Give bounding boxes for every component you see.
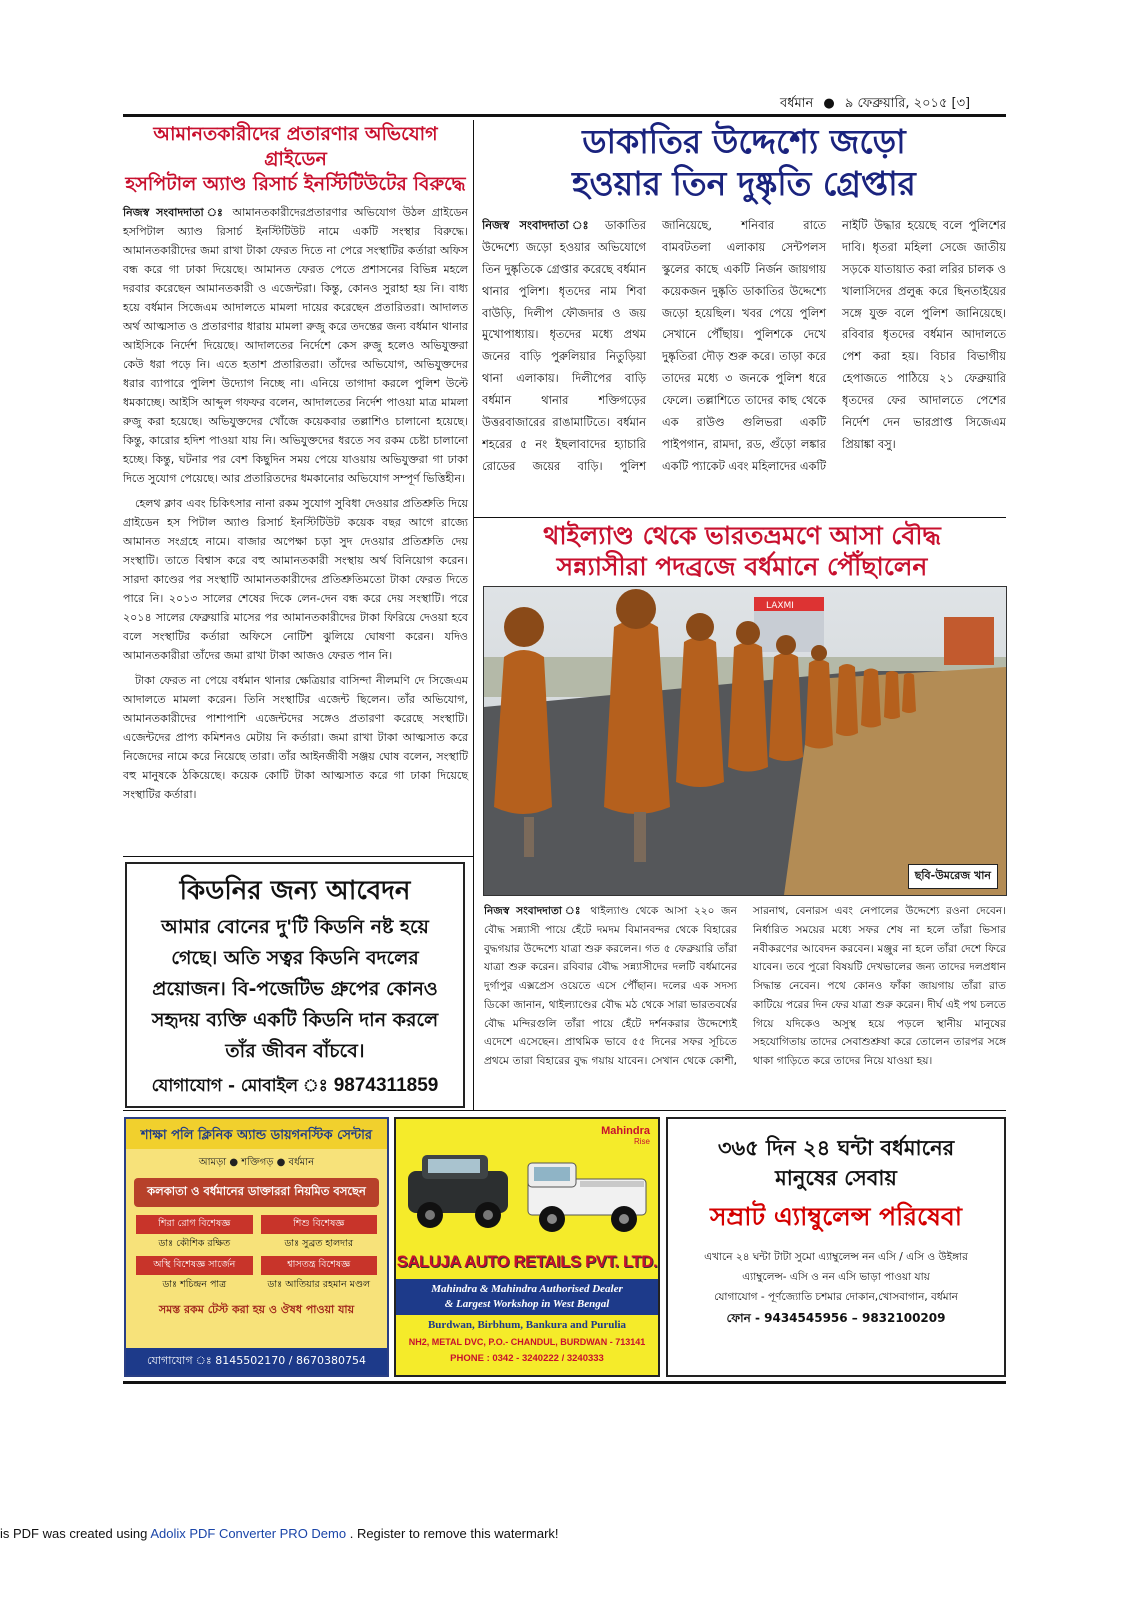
article-dacoity — [482, 121, 1006, 520]
brand-name: Mahindra — [601, 1125, 650, 1137]
clinic-banner: কলকাতা ও বর্ধমানের ডাক্তাররা নিয়মিত বসছেন — [134, 1178, 379, 1207]
ambulance-info2: এ্যাম্বুলেন্স- এসি ও নন এসি ভাড়া পাওয়া যায় — [742, 1271, 930, 1283]
auto-dealer-ad — [394, 1117, 660, 1377]
monks-headline-line1: থাইল্যাণ্ড থেকে ভারতভ্রমণে আসা বৌদ্ধ — [543, 521, 941, 550]
ambulance-service-name: সম্রাট এ্যাম্বুলেন্স পরিষেবা — [709, 1202, 963, 1231]
watermark-link[interactable]: Adolix PDF Converter PRO Demo — [150, 1526, 347, 1541]
monks-photo-illustration — [484, 587, 1006, 895]
hospital-headline-line1: আমানতকারীদের প্রতারণার অভিযোগ গ্রাইডেন — [153, 123, 438, 170]
auto-dealer-banner — [396, 1279, 658, 1315]
ambulance-line2: মানুষের সেবায় — [775, 1166, 897, 1190]
clinic-tests: সমস্ত রকম টেস্ট করা হয় ও ঔষধ পাওয়া যায় — [158, 1303, 355, 1316]
photo-credit: ছবি-উমরেজ খান — [908, 864, 998, 889]
monks-text: থাইল্যাণ্ড থেকে আসা ২২০ জন বৌদ্ধ সন্ন্যাসী পায়ে হেঁটে দমদম বিমানবন্দর থেকে বিহারের বুদ্ধগয়ার উদ্দেশ্যে যাত্রা শুরু করলেন। গত ৫ ফেব্রুয়ারি তাঁরা যাত্রা শুরু করেন। রবিবার বৌদ্ধ সন্ন্যাসীদের দলটি বর্ধমানের দুর্গাপুর এক্সপ্রেস ওয়েতে এসে পৌঁছান। দলের এক সদস্য ডিকো জানান, থাইল্যাণ্ডের বৌদ্ধ মঠ থেকে সারা ভারতবর্ষের বৌদ্ধ মন্দিরগুলি তাঁরা পায়ে হেঁটে দর্শনকরার উদ্দেশ্যেই এদেশে এসেছেন। প্রাথমিক ভাবে ৫৫ দিনের সফর সূচিতে প্রথমে তারা বিহারের বুদ্ধ গয়ায় যাবেন। সেখান থেকে কোশী, সারনাথ, বেনারস এবং নেপালের উদ্দেশ্যে রওনা দেবেন। নির্ধারিত সময়ের মধ্যে সফর শেষ না হলে তাঁরা ভিসার নবীকরণের আবেদন করবেন। মঞ্জুর না হলে তাঁরা দেশে ফিরে যাবেন। তবে পুরো বিষয়টি দেখভালের জন্য তাদের দলপ্রধান সিদ্ধান্ত নেবেন। পথে কোনও ফাঁকা জায়গায় তাঁরা রাত কাটিয়ে পরের দিন ফের যাত্রা শুরু করেন। দীর্ঘ এই পথ চলতে গিয়ে যদিকেও অসুস্থ হয়ে পড়লে স্থানীয় মানুষের সহযোগিতায় তাদের সেবাশুশ্রুষা করে তোলেন তারপর সঙ্গে থাকা গাড়িতে করে তাদের নিয়ে যাওয়া হয়। — [484, 905, 1006, 1067]
kidney-ad-contact — [137, 1073, 453, 1101]
article-hospital — [123, 122, 468, 810]
hospital-para3: টাকা ফেরত না পেয়ে বর্ধমান থানার ক্ষেত্রিয়ার বাসিন্দা নীলমণি দে সিজেএম আদালতে মামলা করেন। তিনি সংস্থাটির এজেন্ট ছিলেন। তাঁর অভিযোগ, আমানতকারীদের পাশাপাশি এজেন্টদের সঙ্গেও প্রতারণা করেছে সংস্থাটি। এজেন্টদের প্রাপ্য কমিশনও মেটায় নি কর্তারা। জমা রাখা টাকা আত্মসাত করে নিজেদের নামে করে নিয়েছে তারা। তাঁর আইনজীবী সঞ্জয় ঘোষ বলেন, সংস্থাটি বহু মানুষকে ঠকিয়েছে। কয়েক কোটি টাকা আত্মসাত করে গা ঢাকা দিয়েছে সংস্থাটির কর্তারা। — [123, 674, 468, 802]
folio — [780, 94, 970, 115]
monks-body — [484, 902, 1006, 1107]
clinic-contact: যোগাযোগ ঃ 8145502170 / 8670380754 — [126, 1348, 387, 1375]
doctor-name: ডাঃ কৌশিক রক্ষিত — [158, 1238, 231, 1249]
hospital-para1: আমানতকারীদেরপ্রতারণার অভিযোগ উঠল গ্রাইডেন হসপিটাল অ্যাণ্ড রিসার্চ ইনস্টিটিউট নামে একটি সংস্থার বিরুদ্ধে। আমানতকারীদের জমা রাখা টাকা ফেরত দিতে না পেরে সংস্থাটির কর্তারা অফিস বন্ধ করে গা ঢাকা দিয়েছে। আমানত ফেরত পেতে প্রশাসনের বিভিন্ন মহলে দরবার করেছেন আমানতকারী ও এজেন্টরা। কিন্তু, কোনও সুরাহা হয় নি। বাধ্য হয়ে বর্ধমান সিজেএম আদালতে মামলা দায়ের করেছেন প্রতারিতরা। আদালত অর্থ আত্মসাত ও প্রতারণার ধারায় মামলা রুজু করে তদন্তের জন্য বর্ধমান থানার আইসিকে নির্দেশ দিয়েছে। আদালতের নির্দেশে কেস রুজু হলেও অভিযুক্তরা কেউ ধরা পড়ে নি। এতে হতাশ প্রতারিতরা। তাঁদের অভিযোগ, অভিযুক্তদের ধরার ব্যাপারে পুলিশ উদ্যোগ নিচ্ছে না। এনিয়ে তাগাদা করলে পুলিশ উল্টে ধমকাচ্ছে। আইসি আব্দুল গফফর বলেন, আদালতের নির্দেশ পাওয়া মাত্র মামলা রুজু করা হয়েছে। অভিযুক্তদের খোঁজে কয়েকবার তল্লাশিও চালানো হয়েছে। কিন্তু, কারোর হদিশ পাওয়া যায় নি। অভিযুক্তদের ধরতে সব রকম চেষ্টা চালানো হচ্ছে। কিন্তু, ঘটনার পর বেশ কিছুদিন সময় পেয়ে যাওয়ায় অভিযুক্তরা গা ঢাকা দিতে সুযোগ পেয়েছে। আর প্রতারিতদের ধমকানোর অভিযোগ সম্পূর্ণ ভিত্তিহীন। — [123, 206, 468, 486]
clinic-doctor-grid — [136, 1215, 377, 1293]
dacoity-body — [482, 215, 1006, 520]
left-divider — [123, 856, 473, 857]
doctor-name: ডাঃ শচিন্দ্রন পাত্র — [162, 1279, 227, 1290]
hospital-body — [123, 203, 468, 804]
pdf-watermark — [0, 1526, 559, 1541]
hospital-headline — [123, 122, 468, 197]
column-divider — [473, 120, 474, 1110]
pickup-illustration — [528, 1163, 646, 1232]
watermark-prefix: is PDF was created using — [0, 1526, 148, 1541]
watermark-suffix: . Register to remove this watermark! — [349, 1526, 559, 1541]
doctor-specialty: শিরা রোগ বিশেষজ্ঞ — [136, 1215, 253, 1234]
monks-byline: নিজস্ব সংবাদদাতা ঃ — [484, 905, 584, 917]
dacoity-headline-line1: ডাকাতির উদ্দেশ্যে জড়ো — [582, 122, 906, 161]
truck-label: LAXMI — [766, 601, 794, 611]
ads-top-rule — [123, 1110, 1006, 1111]
dacoity-headline-line2: হওয়ার তিন দুষ্কৃতি গ্রেপ্তার — [572, 164, 916, 203]
page-number: [৩] — [951, 96, 971, 111]
dacoity-byline: নিজস্ব সংবাদদাতা ঃ — [482, 218, 595, 232]
ambulance-info3: যোগাযোগ - পূর্ণজ্যোতি চশমার দোকান,খোসবাগান, বর্ধমান — [714, 1291, 958, 1303]
kidney-appeal-ad — [125, 862, 465, 1108]
doctor-specialty: শ্বাসতন্ত্র বিশেষজ্ঞ — [261, 1256, 378, 1275]
kidney-contact-label: যোগাযোগ - মোবাইল ঃ — [151, 1076, 328, 1096]
monks-photo — [483, 586, 1007, 896]
clinic-doctor — [261, 1256, 378, 1293]
auto-areas: Burdwan, Birbhum, Bankura and Purulia — [427, 1319, 627, 1331]
folio-bullet: ● — [823, 96, 835, 111]
hospital-para2: হেলথ ক্লাব এবং চিকিৎসার নানা রকম সুযোগ সুবিধা দেওয়ার প্রতিশ্রুতি দিয়ে গ্রাইডেন হস পিটাল অ্যাণ্ড রিসার্চ ইনস্টিটিউট কয়েক বছর আগে রাজ্যে আমানত সংগ্রহে নামে। বাজার অপেক্ষা চড়া সুদ দেওয়ার প্রতিশ্রুতি দেয় সংস্থাটি। তাতে বিশ্বাস করে বহু আমানতকারী সংস্থায় অর্থ বিনিয়োগ করেন। সারদা কাণ্ডের পর সংস্থাটি আমানতকারীদের প্রতিশ্রুতিমতো টাকা ফেরত দিতে পারে নি। ২০১৩ সালের শেষের দিকে লেন-দেন বন্ধ করে দেয় সংস্থাটি। পরে ২০১৪ সালের ফেব্রুয়ারি মাসের পর আমানতকারীদের টাকা ফিরিয়ে দেওয়া হবে বলে সংস্থাটির কর্তারা অফিসে নোটিশ ঝুলিয়ে ঘোষণা করেন। যদিও আমানতকারীরা তাঁদের জমা রাখা টাকা আজও ফেরত পান নি। — [123, 497, 468, 663]
issue-date: ৯ ফেব্রুয়ারি, ২০১৫ — [844, 96, 948, 111]
kidney-ad-title: কিডনির জন্য আবেদন — [179, 876, 411, 906]
clinic-ad-title: শাক্ষা পলি ক্লিনিক অ্যান্ড ডায়গনস্টিক সেন্টার — [126, 1119, 387, 1149]
ambulance-ad — [666, 1117, 1006, 1377]
doctor-name: ডাঃ আতিয়ার রহমান মণ্ডল — [267, 1279, 371, 1290]
top-rule — [123, 114, 1006, 117]
auto-address: NH2, METAL DVC, P.O.- CHANDUL, BURDWAN - 713141 — [408, 1337, 646, 1347]
kidney-ad-body: আমার বোনের দু'টি কিডনি নষ্ট হয়ে গেছে। অতি সত্বর কিডনি বদলের প্রয়োজন। বি-পজেটিভ গ্রুপের কোনও সহৃদয় ব্যক্তি একটি কিডনি দান করলে তাঁর জীবন বাঁচবে। — [151, 916, 439, 1062]
auto-phone: PHONE : 0342 - 3240222 / 3240333 — [450, 1353, 604, 1364]
monks-headline — [478, 520, 1006, 582]
ambulance-info1: এখানে ২৪ ঘন্টা টাটা সুমো এ্যাম্বুলেন্স নন এসি / এসি ও উইঙ্গার — [704, 1251, 968, 1263]
hospital-headline-line2: হসপিটাল অ্যাণ্ড রিসার্চ ইনস্টিটিউটের বিরুদ্ধে — [125, 173, 466, 195]
brand-tag: Rise — [633, 1137, 650, 1146]
clinic-doctor — [136, 1215, 253, 1252]
ambulance-line1: ৩৬৫ দিন ২৪ ঘন্টা বর্ধমানের — [717, 1136, 955, 1160]
hospital-byline: নিজস্ব সংবাদদাতা ঃ — [123, 206, 226, 219]
doctor-specialty: অস্থি বিশেষজ্ঞ সার্জেন — [136, 1256, 253, 1275]
clinic-doctor — [261, 1215, 378, 1252]
dacoity-headline — [482, 121, 1006, 205]
dealer-line2: & Largest Workshop in West Bengal — [444, 1298, 610, 1310]
ambulance-phone: ফোন - 9434545956 – 9832100209 — [726, 1311, 946, 1325]
clinic-ad — [124, 1117, 389, 1377]
auto-company-name: SALUJA AUTO RETAILS PVT. LTD. — [396, 1253, 658, 1271]
vehicle-illustration — [402, 1141, 652, 1246]
clinic-locations: আমড়া ● শক্তিগড় ● বর্ধমান — [198, 1157, 315, 1168]
doctor-name: ডাঃ সুব্রত হালদার — [284, 1238, 354, 1249]
doctor-specialty: শিশু বিশেষজ্ঞ — [261, 1215, 378, 1234]
monks-headline-line2: সন্ন্যাসীরা পদব্রজে বর্ধমানে পৌঁছালেন — [556, 552, 928, 581]
bottom-rule — [123, 1381, 1006, 1384]
suv-illustration — [408, 1155, 508, 1228]
paper-name: বর্ধমান — [780, 96, 814, 111]
kidney-phone: 9874311859 — [333, 1075, 439, 1096]
article-monks — [478, 520, 1006, 582]
dacoity-text: ডাকাতির উদ্দেশ্যে জড়ো হওয়ার অভিযোগে তিন দুষ্কৃতিকে গ্রেপ্তার করেছে বর্ধমান থানার পুলিশ। ধৃতদের নাম শিবা বাউড়ি, দিলীপ ফৌজদার ও জয় মুখোপাধ্যায়। ধৃতদের মধ্যে প্রথম জনের বাড়ি পুরুলিয়ার নিতুড়িয়া থানা এলাকায়। দিলীপের বাড়ি বর্ধমান থানার শক্তিগড়ের উত্তরবাজারের রাঙামাটিতে। বর্ধমান শহরের ৫ নং ইছলাবাদের হ্যাচারি রোডের জয়ের বাড়ি। পুলিশ জানিয়েছে, শনিবার রাতে বামবটতলা এলাকায় সেন্টপলস স্কুলের কাছে একটি নির্জন জায়গায় কয়েকজন দুষ্কৃতি ডাকাতির উদ্দেশ্যে জড়ো হয়েছিল। খবর পেয়ে পুলিশ সেখানে পৌঁছায়। পুলিশকে দেখে দুষ্কৃতিরা দৌড় শুরু করে। তাড়া করে তাদের মধ্যে ৩ জনকে পুলিশ ধরে ফেলে। তল্লাশিতে তাদের কাছ থেকে এক রাউণ্ড গুলিভরা একটি পাইপগান, রামদা, রড, গুঁড়ো লঙ্কার একটি প্যাকেট এবং মহিলাদের একটি নাইটি উদ্ধার হয়েছে বলে পুলিশের দাবি। ধৃতরা মহিলা সেজে জাতীয় সড়কে যাতায়াত করা লরির চালক ও খালাসিদের প্রলুব্ধ করে ছিনতাইয়ের সঙ্গে যুক্ত বলে পুলিশ জানিয়েছে। রবিবার ধৃতদের বর্ধমান আদালতে পেশ করা হয়। বিচার বিভাগীয় হেপাজতে পাঠিয়ে ২১ ফেব্রুয়ারি ধৃতদের ফের আদালতে পেশের নির্দেশ দেন ভারপ্রাপ্ত সিজেএম প্রিয়াঙ্কা বসু। — [482, 218, 1006, 473]
clinic-doctor — [136, 1256, 253, 1293]
dealer-line1: Mahindra & Mahindra Authorised Dealer — [431, 1283, 623, 1295]
